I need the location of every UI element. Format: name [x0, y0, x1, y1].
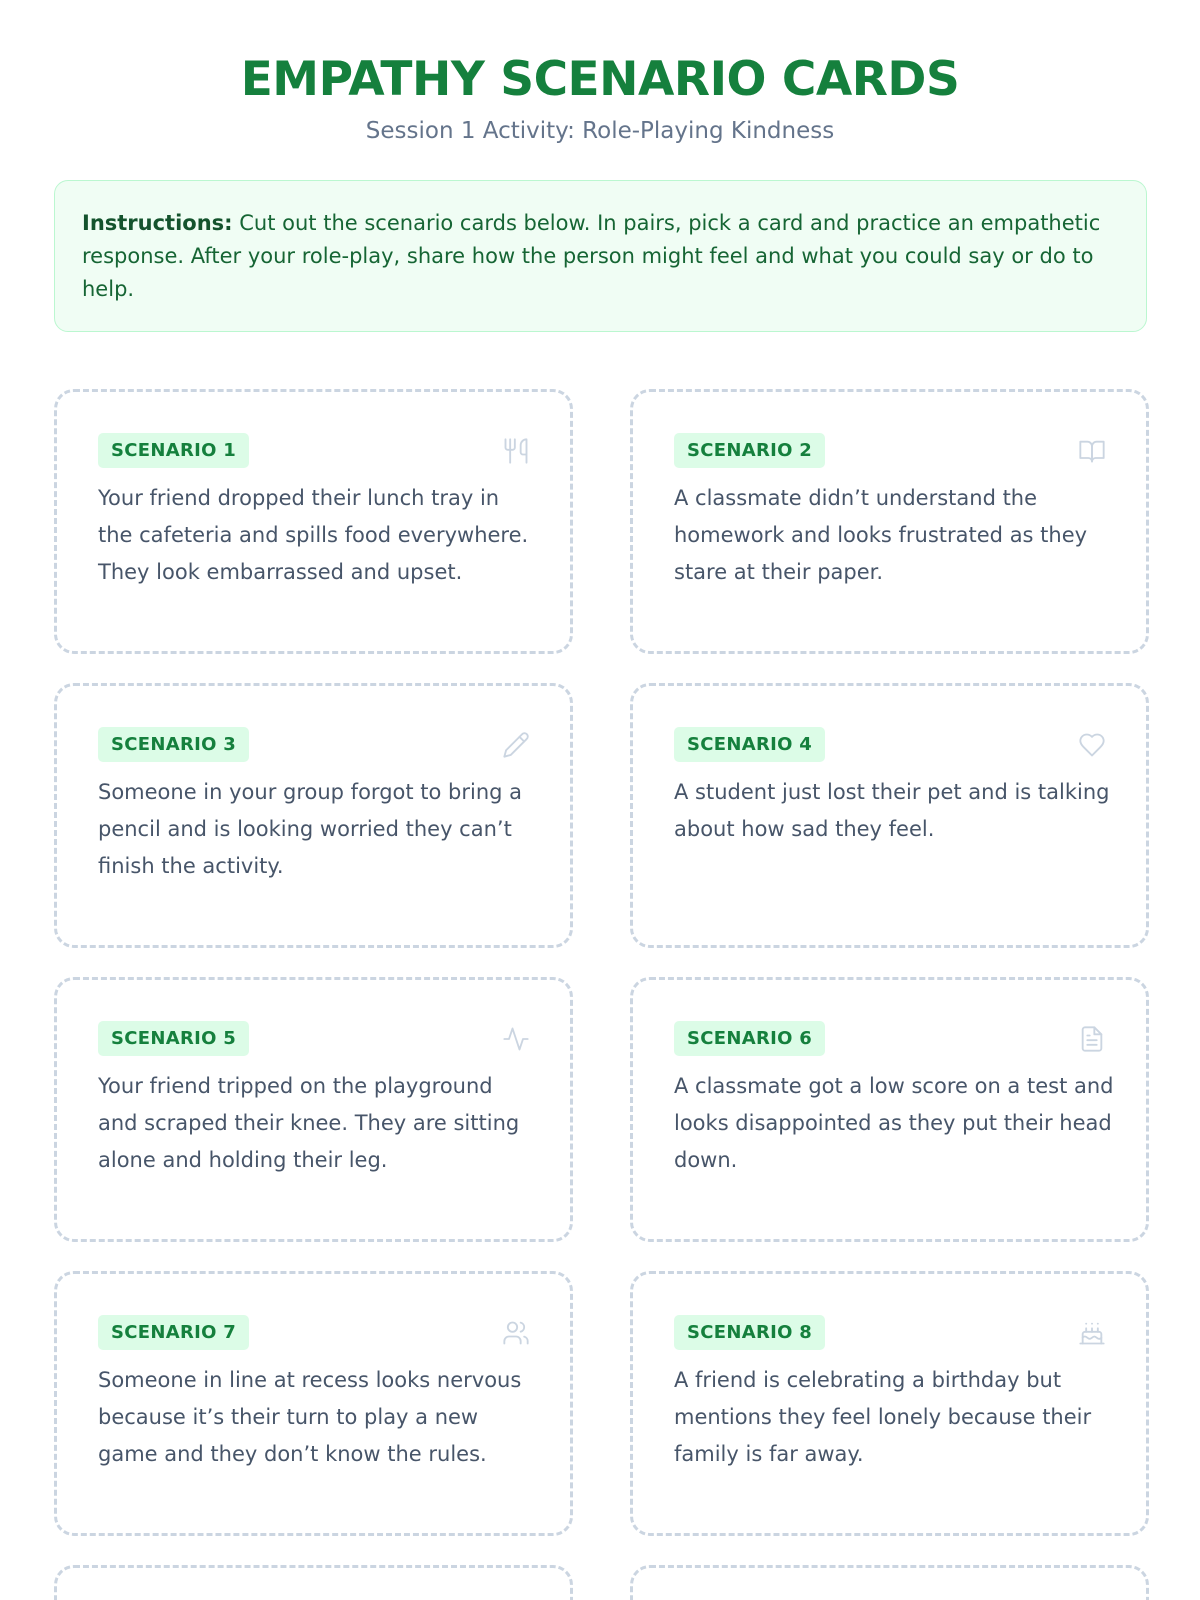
book-open-icon [1078, 437, 1106, 465]
scenario-card [54, 1271, 573, 1536]
scenario-text: Your friend tripped on the playground and scraped their knee. They are sitting alone and holding their leg. [98, 1074, 520, 1172]
instructions-text: Cut out the scenario cards below. In pairs, pick a card and practice an empathetic response. After your role-play, share how the person might feel and what you could say or do to help. [82, 211, 1101, 301]
scenario-badge: SCENARIO 6 [674, 1021, 825, 1056]
scenario-card [630, 683, 1149, 948]
page-title: EMPATHY SCENARIO CARDS [240, 52, 960, 107]
heart-icon [1078, 731, 1106, 759]
scenario-card [630, 1565, 1149, 1600]
instructions-label: Instructions: [82, 211, 233, 235]
scenario-badge: SCENARIO 2 [674, 433, 825, 468]
scenario-card [54, 683, 573, 948]
scenario-card [54, 389, 573, 654]
scenario-text: Someone in line at recess looks nervous because it’s their turn to play a new game and they don’t know the rules. [98, 1368, 522, 1466]
page-subtitle: Session 1 Activity: Role-Playing Kindness [365, 118, 835, 144]
scenario-badge: SCENARIO 3 [98, 727, 249, 762]
instructions-box [54, 180, 1147, 332]
scenario-card [630, 389, 1149, 654]
scenario-text: A friend is celebrating a birthday but mentions they feel lonely because their family is far away. [674, 1368, 1092, 1466]
scenario-badge: SCENARIO 7 [98, 1315, 249, 1350]
cake-icon [1078, 1319, 1106, 1347]
scenario-card [54, 977, 573, 1242]
scenario-badge: SCENARIO 8 [674, 1315, 825, 1350]
utensils-icon [502, 437, 530, 465]
activity-icon [502, 1025, 530, 1053]
scenario-text: A classmate got a low score on a test and looks disappointed as they put their head down. [674, 1074, 1114, 1172]
file-text-icon [1078, 1025, 1106, 1053]
scenario-text: A classmate didn’t understand the homework and looks frustrated as they stare at their paper. [674, 486, 1088, 584]
scenario-text: Your friend dropped their lunch tray in the cafeteria and spills food everywhere. They look embarrassed and upset. [98, 486, 529, 584]
scenario-card [630, 1271, 1149, 1536]
scenario-text: A student just lost their pet and is talking about how sad they feel. [674, 780, 1110, 841]
scenario-badge: SCENARIO 1 [98, 433, 249, 468]
scenario-badge: SCENARIO 5 [98, 1021, 249, 1056]
scenario-card [54, 1565, 573, 1600]
scenario-badge: SCENARIO 4 [674, 727, 825, 762]
users-icon [502, 1319, 530, 1347]
scenario-text: Someone in your group forgot to bring a pencil and is looking worried they can’t finish the activity. [98, 780, 523, 878]
scenario-card [630, 977, 1149, 1242]
pencil-icon [502, 731, 530, 759]
